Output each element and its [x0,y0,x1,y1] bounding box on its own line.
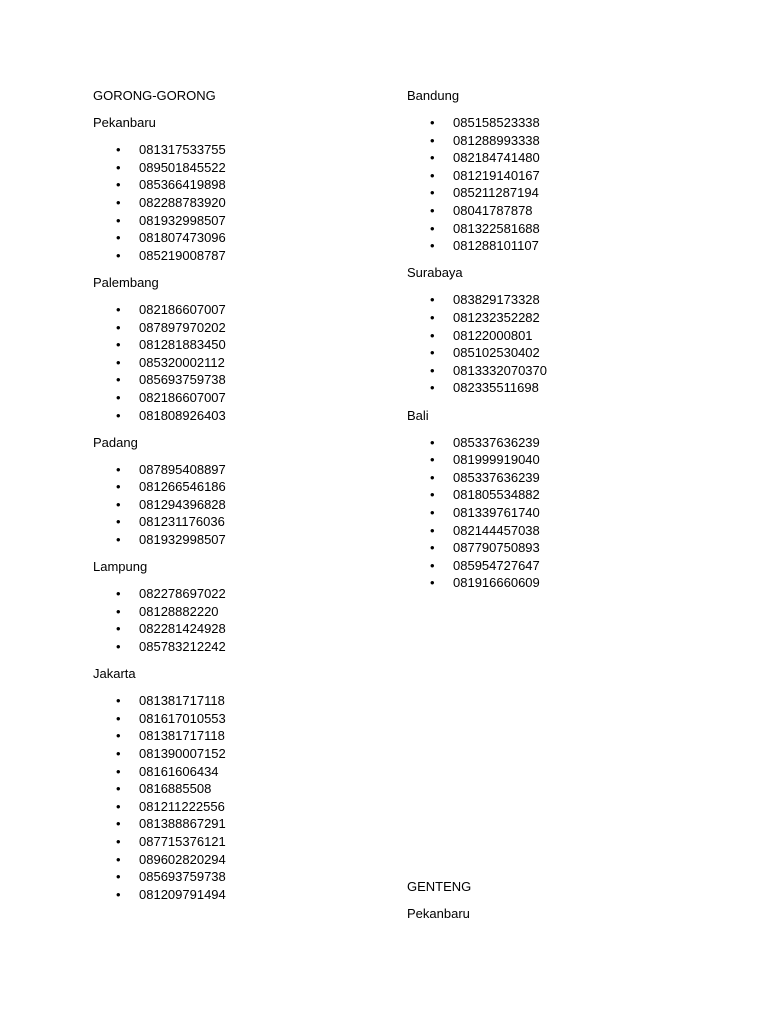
bullet-icon: • [430,310,435,326]
bullet-icon: • [116,869,121,885]
bullet-icon: • [430,540,435,556]
phone-number: 085102530402 [453,345,540,361]
list-item [93,868,393,886]
phone-number: 085337636239 [453,434,540,450]
bullet-icon: • [116,746,121,761]
phone-number: 081381717118 [139,728,225,744]
phone-number: 085158523338 [453,115,540,131]
list-item [93,780,393,798]
bullet-icon: • [116,586,121,602]
phone-number: 0813332070370 [453,362,547,378]
list-item [93,336,393,354]
right-city-sections [407,87,707,592]
phone-number: 081266546186 [139,479,226,495]
phone-number: 082288783920 [139,194,226,210]
list-item [93,478,393,496]
phone-number: 081388867291 [139,816,226,832]
bullet-icon: • [116,833,121,849]
bullet-icon: • [116,798,121,814]
list-item [93,603,393,621]
list-item [93,710,393,728]
phone-number: 087715376121 [139,833,226,849]
phone-number: 081317533755 [139,142,226,158]
phone-number: 081231176036 [139,514,225,530]
list-item [407,237,707,255]
phone-number: 082186607007 [139,389,226,405]
phone-list-bandung [407,114,707,255]
phone-number: 085320002112 [139,354,225,370]
city-label-bandung: Bandung [407,88,460,103]
bullet-icon: • [430,115,435,131]
list-item [93,247,393,265]
phone-number: 08161606434 [139,763,219,779]
phone-list-lampung [93,585,393,655]
phone-number: 081808926403 [139,407,226,423]
bullet-icon: • [116,514,121,530]
bullet-icon: • [430,238,435,254]
phone-number: 081805534882 [453,487,540,503]
phone-number: 085219008787 [139,247,226,263]
city-label-pekanbaru: Pekanbaru [407,906,470,922]
bullet-icon: • [430,220,435,236]
phone-number: 081288101107 [453,238,539,254]
list-item [407,344,707,362]
list-item [407,486,707,504]
phone-number: 087895408897 [139,461,226,477]
phone-number: 081288993338 [453,132,540,148]
bullet-icon: • [116,142,121,158]
phone-number: 082186607007 [139,301,226,317]
phone-number: 081617010553 [139,710,226,726]
bullet-icon: • [116,639,121,655]
list-item [407,220,707,238]
bullet-icon: • [430,522,435,538]
bullet-icon: • [430,362,435,378]
city-label-bali: Bali [407,407,429,423]
phone-number: 085954727647 [453,557,540,573]
phone-number: 082335511698 [453,380,539,396]
bullet-icon: • [116,159,121,175]
list-item [407,539,707,557]
phone-number: 081339761740 [453,504,540,520]
phone-number: 081281883450 [139,337,226,353]
right-column [407,87,707,601]
phone-number: 082278697022 [139,586,226,602]
phone-number: 081932998507 [139,212,226,228]
bullet-icon: • [430,380,435,396]
bullet-icon: • [116,621,121,637]
phone-list-jakarta [93,692,393,903]
city-label-padang: Padang [93,434,138,450]
list-item [93,389,393,407]
phone-number: 089501845522 [139,159,226,175]
bullet-icon: • [430,469,435,485]
list-item [93,212,393,230]
list-item [93,176,393,194]
bullet-icon: • [116,194,121,210]
bullet-icon: • [116,230,121,246]
list-item [407,362,707,380]
phone-number: 081322581688 [453,220,540,236]
city-label-pekanbaru: Pekanbaru [93,115,156,131]
list-item [93,194,393,212]
city-label-lampung: Lampung [93,559,148,575]
bullet-icon: • [116,693,121,709]
phone-number: 081211222556 [139,798,225,814]
list-item [407,327,707,345]
city-label-jakarta: Jakarta [93,666,136,682]
left-column [93,87,393,913]
phone-number: 082184741480 [453,150,540,166]
phone-number: 085693759738 [139,372,226,388]
list-item [93,496,393,514]
bullet-icon: • [430,185,435,201]
phone-number: 087790750893 [453,540,540,556]
bullet-icon: • [116,763,121,779]
list-item [93,851,393,869]
bullet-icon: • [116,212,121,228]
phone-number: 087897970202 [139,319,226,335]
bullet-icon: • [116,372,121,388]
list-item [93,319,393,337]
list-item [93,531,393,549]
bullet-icon: • [116,319,121,335]
list-item [93,620,393,638]
bullet-icon: • [116,389,121,405]
bullet-icon: • [116,479,121,495]
bullet-icon: • [116,886,121,902]
phone-list-pekanbaru [93,141,393,264]
bullet-icon: • [430,132,435,148]
bullet-icon: • [116,354,121,370]
bullet-icon: • [116,710,121,726]
list-item [93,229,393,247]
phone-number: 08128882220 [139,603,219,619]
list-item [407,149,707,167]
phone-number: 081232352282 [453,310,540,326]
list-item [93,692,393,710]
phone-number: 081381717118 [139,693,225,709]
list-item [93,798,393,816]
bullet-icon: • [430,150,435,166]
list-item [93,886,393,904]
phone-number: 085211287194 [453,185,539,201]
bullet-icon: • [116,407,121,423]
section-heading-genteng: GENTENG [407,879,472,894]
phone-number: 081219140167 [453,167,540,183]
bullet-icon: • [430,292,435,308]
list-item [407,309,707,327]
bullet-icon: • [116,247,121,263]
bullet-icon: • [116,603,121,619]
list-item [407,132,707,150]
phone-number: 081916660609 [453,575,540,591]
list-item [93,371,393,389]
list-item [407,184,707,202]
bullet-icon: • [430,327,435,343]
phone-list-palembang [93,301,393,424]
list-item [407,202,707,220]
phone-number: 081932998507 [139,532,226,548]
phone-number: 081294396828 [139,496,226,512]
bullet-icon: • [430,452,435,468]
list-item [93,141,393,159]
phone-number: 0816885508 [139,781,212,797]
list-item [407,522,707,540]
phone-number: 089602820294 [139,851,226,867]
bullet-icon: • [430,504,435,520]
bullet-icon: • [116,851,121,867]
bullet-icon: • [430,434,435,450]
list-item [93,159,393,177]
phone-list-surabaya [407,291,707,397]
bullet-icon: • [116,177,121,193]
list-item [93,461,393,479]
bullet-icon: • [430,167,435,183]
bullet-icon: • [430,487,435,503]
list-item [93,585,393,603]
list-item [93,745,393,763]
bullet-icon: • [116,781,121,797]
list-item [93,354,393,372]
list-item [93,301,393,319]
list-item [93,727,393,745]
list-item [407,557,707,575]
bullet-icon: • [116,728,121,744]
phone-number: 082281424928 [139,621,226,637]
phone-number: 08041787878 [453,203,533,219]
left-city-sections [93,114,393,903]
list-item [407,574,707,592]
bullet-icon: • [116,337,121,353]
phone-number: 083829173328 [453,292,540,308]
bullet-icon: • [116,816,121,832]
list-item [407,167,707,185]
list-item [93,638,393,656]
list-item [93,833,393,851]
bullet-icon: • [116,461,121,477]
bullet-icon: • [116,301,121,317]
bullet-icon: • [116,532,121,548]
list-item [407,451,707,469]
phone-list-bali [407,434,707,592]
city-label-palembang: Palembang [93,274,159,290]
genteng-section [407,878,471,932]
phone-number: 081209791494 [139,886,226,902]
phone-number: 08122000801 [453,327,533,343]
list-item [93,513,393,531]
list-item [407,434,707,452]
bullet-icon: • [430,557,435,573]
phone-number: 085366419898 [139,177,226,193]
bullet-icon: • [430,345,435,361]
list-item [407,504,707,522]
phone-number: 085337636239 [453,469,540,485]
list-item [407,114,707,132]
city-label-surabaya: Surabaya [407,265,463,281]
phone-list-padang [93,461,393,549]
section-heading-gorong-gorong: GORONG-GORONG [93,88,216,103]
phone-number: 085693759738 [139,869,226,885]
list-item [407,379,707,397]
list-item [407,291,707,309]
phone-number: 081999919040 [453,452,540,468]
list-item [93,815,393,833]
phone-number: 081807473096 [139,230,226,246]
bullet-icon: • [116,496,121,512]
phone-number: 081390007152 [139,746,226,761]
bullet-icon: • [430,203,435,219]
bullet-icon: • [430,575,435,591]
list-item [93,407,393,425]
phone-number: 085783212242 [139,639,226,655]
phone-number: 082144457038 [453,522,540,538]
list-item [407,469,707,487]
list-item [93,763,393,781]
